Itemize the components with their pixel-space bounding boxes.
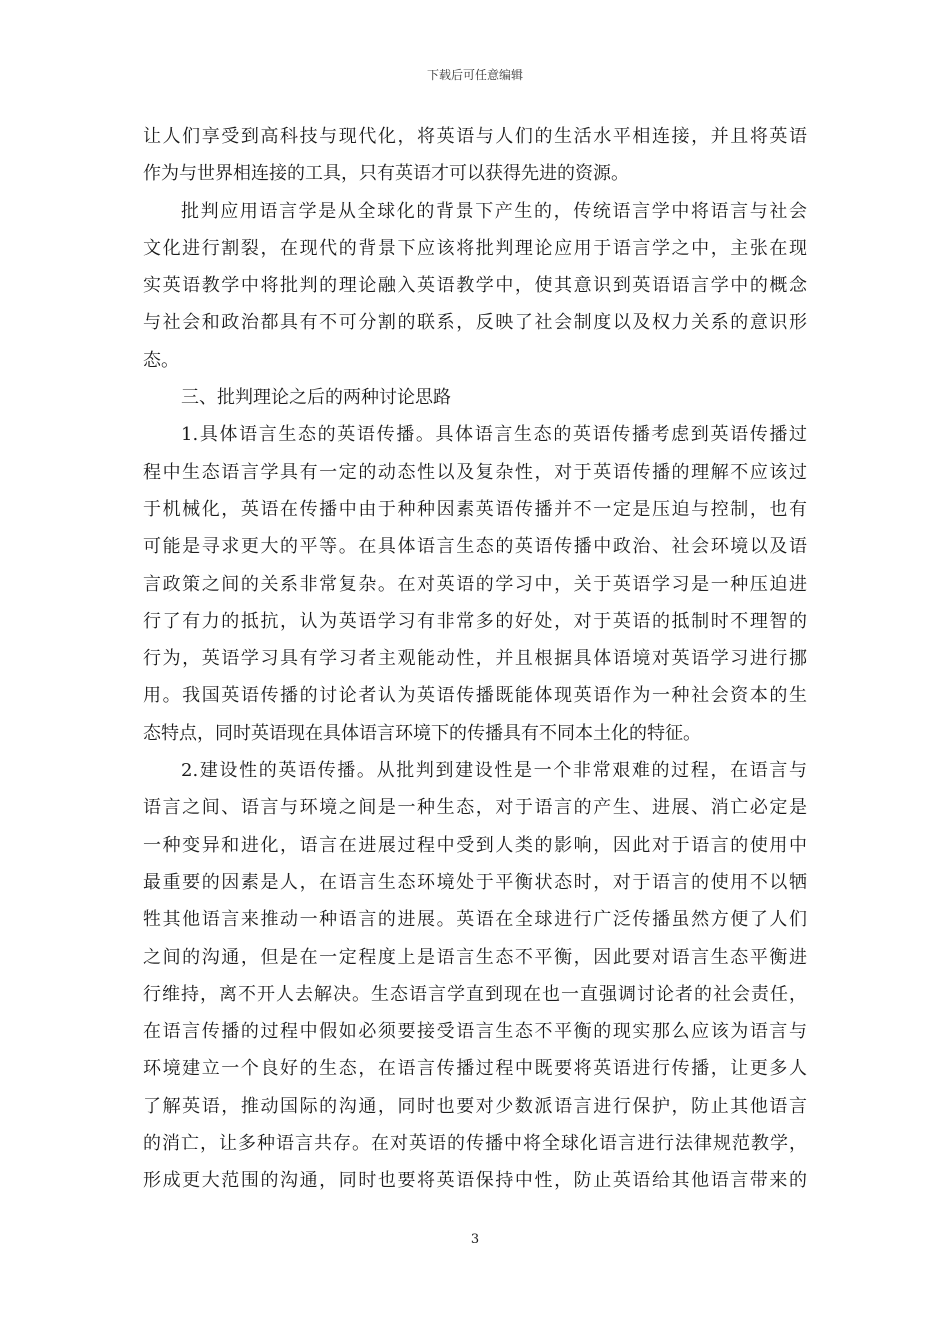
page-header: 下载后可任意编辑 (426, 68, 523, 82)
text-line: 可能是寻求更大的平等。在具体语言生态的英语传播中政治、社会环境以及语 (143, 536, 807, 558)
text-line: 态。 (143, 349, 179, 371)
text-line: 言政策之间的关系非常复杂。在对英语的学习中，关于英语学习是一种压迫进 (143, 573, 807, 595)
text-line: 态特点，同时英语现在具体语言环境下的传播具有不同本土化的特征。 (143, 722, 701, 744)
text-line: 作为与世界相连接的工具，只有英语才可以获得先进的资源。 (143, 163, 629, 185)
text-line: 程中生态语言学具有一定的动态性以及复杂性，对于英语传播的理解不应该过 (143, 461, 807, 483)
page-number: 3 (470, 1232, 480, 1247)
text-line: 实英语教学中将批判的理论融入英语教学中，使其意识到英语语言学中的概念 (143, 275, 807, 297)
text-line: 最重要的因素是人，在语言生态环境处于平衡状态时，对于语言的使用不以牺 (143, 871, 807, 893)
text-line: 牲其他语言来推动一种语言的进展。英语在全球进行广泛传播虽然方便了人们 (143, 909, 807, 931)
text-line: 批判应用语言学是从全球化的背景下产生的，传统语言学中将语言与社会 (181, 200, 807, 222)
text-line: 行维持，离不开人去解决。生态语言学直到现在也一直强调讨论者的社会责任， (143, 983, 807, 1005)
text-line: 行为，英语学习具有学习者主观能动性，并且根据具体语境对英语学习进行挪 (143, 648, 807, 670)
text-line: 行了有力的抵抗，认为英语学习有非常多的好处，对于英语的抵制时不理智的 (143, 610, 807, 632)
text-line: 了解英语，推动国际的沟通，同时也要对少数派语言进行保护，防止其他语言 (143, 1095, 807, 1117)
text-line: 让人们享受到高科技与现代化，将英语与人们的生活水平相连接，并且将英语 (143, 126, 807, 147)
text-line: 语言之间、语言与环境之间是一种生态，对于语言的产生、进展、消亡必定是 (143, 797, 807, 819)
text-line: 之间的沟通，但是在一定程度上是语言生态不平衡，因此要对语言生态平衡进 (143, 946, 807, 968)
text-line: 1.具体语言生态的英语传播。具体语言生态的英语传播考虑到英语传播过 (181, 424, 807, 446)
text-line: 2.建设性的英语传播。从批判到建设性是一个非常艰难的过程，在语言与 (181, 760, 807, 782)
text-line: 与社会和政治都具有不可分割的联系，反映了社会制度以及权力关系的意识形 (143, 312, 807, 334)
document-body (143, 118, 807, 1200)
text-line: 环境建立一个良好的生态，在语言传播过程中既要将英语进行传播，让更多人 (143, 1058, 807, 1080)
text-line: 文化进行割裂，在现代的背景下应该将批判理论应用于语言学之中，主张在现 (143, 237, 807, 259)
text-line: 一种变异和进化，语言在进展过程中受到人类的影响，因此对于语言的使用中 (143, 834, 807, 856)
text-line: 在语言传播的过程中假如必须要接受语言生态不平衡的现实那么应该为语言与 (143, 1021, 807, 1043)
text-line: 的消亡，让多种语言共存。在对英语的传播中将全球化语言进行法律规范教学， (143, 1133, 807, 1155)
section-heading: 三、批判理论之后的两种讨论思路 (181, 387, 451, 409)
text-line: 于机械化，英语在传播中由于种种因素英语传播并不一定是压迫与控制，也有 (143, 498, 807, 520)
text-line: 形成更大范围的沟通，同时也要将英语保持中性，防止英语给其他语言带来的 (143, 1170, 807, 1192)
text-line: 用。我国英语传播的讨论者认为英语传播既能体现英语作为一种社会资本的生 (143, 685, 807, 707)
